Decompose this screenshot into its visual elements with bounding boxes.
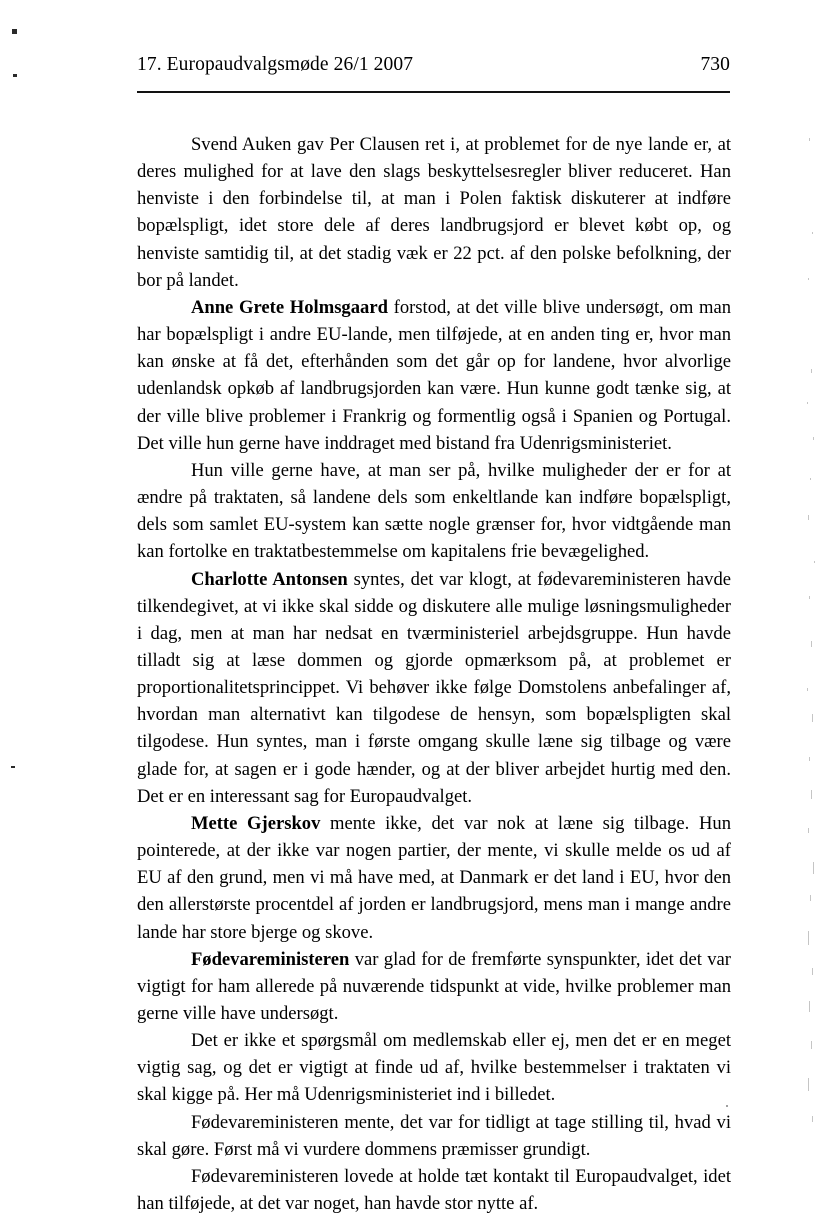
paragraph — [137, 131, 731, 294]
speaker-name: Fødevareministeren — [190, 948, 350, 970]
scan-edge-noise — [805, 0, 819, 1167]
body-text-column — [137, 131, 731, 1217]
speaker-name: Charlotte Antonsen — [190, 568, 348, 590]
scan-speckle-artifact — [11, 766, 15, 768]
paragraph-text: syntes, det var klogt, at fødevareministeren havde tilkendegivet, at vi ikke skal sidde og diskutere alle mulige løsningsmuligheder i dag, men at man har nedsat en tværministeriel arbejdsgruppe. Hun havde tilladt sig at læse dommen og gjorde opmærksom på, at problemet er proportionalitetsprincippet. Vi behøver ikke følge Domstolens anbefalinger af, hvordan man alternativt kan tilgodese de hensyn, som bopælspligten skal tilgodese. Hun syntes, man i første omgang skulle læne sig tilbage og være glade for, at sagen er i gode hænder, og at der bliver arbejdet hurtig med den. Det er en interessant sag for Europaudvalget. — [137, 568, 731, 807]
paragraph — [137, 946, 731, 1027]
paragraph-text: Det er ikke et spørgsmål om medlemskab eller ej, men det er en meget vigtig sag, og det er vigtigt at finde ud af, hvilke bestemmelser i traktaten vi skal kigge på. Her må Udenrigsministeriet ind i billedet. — [137, 1030, 731, 1106]
running-head — [137, 54, 730, 76]
header-title: 17. Europaudvalgsmøde 26/1 2007 — [137, 54, 414, 75]
paragraph — [137, 1109, 731, 1163]
scan-speckle-artifact — [13, 74, 17, 77]
paragraph — [137, 810, 731, 946]
paragraph — [137, 1163, 731, 1217]
scan-speckle-artifact — [12, 29, 17, 34]
speaker-name: Mette Gjerskov — [190, 812, 321, 834]
paragraph-text: var glad for de fremførte synspunkter, idet det var vigtigt for ham allerede på nuværende tidspunkt at vide, hvilke problemer man gerne ville have undersøgt. — [137, 948, 731, 1024]
paragraph-text: Fødevareministeren mente, det var for tidligt at tage stilling til, hvad vi skal gøre. Først må vi vurdere dommens præmisser grundigt. — [137, 1111, 731, 1160]
paragraph-text: mente ikke, det var nok at læne sig tilbage. Hun pointerede, at der ikke var nogen partier, der mente, vi skulle melde os ud af EU af den grund, men vi må have med, at Danmark er det land i EU, hvor den den allerstørste procentdel af jorden er landbrugsjord, mens man i mange andre lande har store bjerge og skove. — [137, 812, 731, 943]
paragraph — [137, 294, 731, 457]
paragraph-text: Svend Auken gav Per Clausen ret i, at problemet for de nye lande er, at deres mulighed for at lave den slags beskyttelsesregler bliver reduceret. Han henviste i den forbindelse til, at man i Polen faktisk diskuterer at indføre bopælspligt, idet store dele af deres landbrugsjord er blevet købt op, og henviste samtidig til, at det stadig væk er 22 pct. af den polske befolkning, der bor på landet. — [137, 134, 731, 291]
paragraph-text: forstod, at det ville blive undersøgt, om man har bopælspligt i andre EU-lande, men tilføjede, at en anden ting er, hvor man kan ønske at få det, efterhånden som det går op for landene, hvor alvorlige udenlandsk opkøb af landbrugsjorden kan være. Hun kunne godt tænke sig, at der ville blive problemer i Frankrig og formentlig også i Spanien og Portugal. Det ville hun gerne have inddraget med bistand fra Udenrigsministeriet. — [137, 296, 731, 454]
speaker-name: Anne Grete Holmsgaard — [190, 296, 388, 318]
paragraph — [137, 1027, 731, 1108]
paragraph — [137, 566, 731, 810]
paragraph-text: Hun ville gerne have, at man ser på, hvilke muligheder der er for at ændre på traktaten, så landene dels som enkeltlande kan indføre bopælspligt, dels som samlet EU-system kan sætte nogle grænser for, hvor vidtgående man kan fortolke en traktatbestemmelse om kapitalens frie bevægelighed. — [137, 459, 731, 563]
page-number: 730 — [700, 54, 730, 75]
paragraph-text: Fødevareministeren lovede at holde tæt kontakt til Europaudvalget, idet han tilføjede, at det var noget, han havde stor nytte af. — [137, 1165, 731, 1215]
header-rule — [137, 91, 730, 93]
paragraph — [137, 457, 731, 566]
